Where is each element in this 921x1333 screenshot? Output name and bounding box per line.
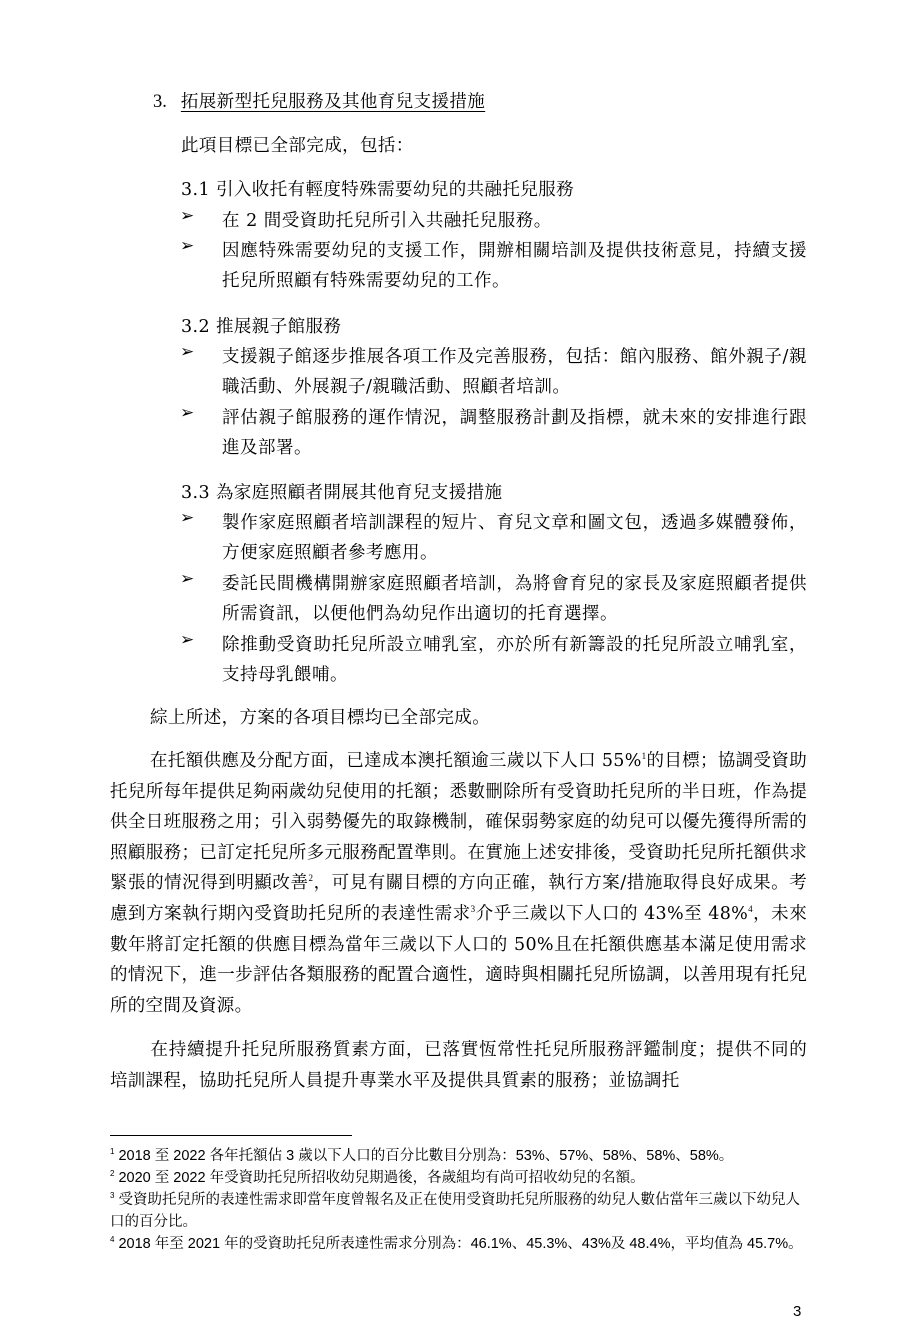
arrow-bullet-icon: ➢ (180, 236, 195, 256)
bullet-text: 因應特殊需要幼兒的支援工作，開辦相關培訓及提供技術意見，持續支援托兒所照顧有特殊需要幼兒的工作。 (222, 241, 807, 291)
footnote-divider (110, 1135, 352, 1136)
arrow-bullet-icon: ➢ (180, 508, 195, 528)
arrow-bullet-icon: ➢ (180, 403, 195, 423)
footnote-ref: 3 (470, 904, 476, 915)
subsection-heading-3-3: 3.3 為家庭照顧者開展其他育兒支援措施 (181, 483, 503, 503)
bullet-text: 在 2 間受資助托兒所引入共融托兒服務。 (222, 211, 552, 231)
bullet-text: 委託民間機構開辦家庭照顧者培訓，為將會育兒的家長及家庭照顧者提供所需資訊，以便他們為幼兒作出適切的托育選擇。 (222, 574, 807, 624)
footnote-4: $^4$ 2018 年至 2021 年的受資助托兒所表達性需求分別為：46.1%、45.3%、43%及 48.4%，平均值為 45.7%。 (110, 1235, 803, 1252)
bullet-text: 製作家庭照顧者培訓課程的短片、育兒文章和圖文包，透過多媒體發佈，方便家庭照顧者參考應用。 (222, 513, 807, 563)
paragraph-service-quality: 在持續提升托兒所服務質素方面，已落實恆常性托兒所服務評鑑制度；提供不同的培訓課程，協助托兒所人員提升專業水平及提供具質素的服務；並協調托 (110, 1040, 807, 1091)
arrow-bullet-icon: ➢ (180, 342, 195, 362)
footnote-ref: 1 (641, 751, 647, 762)
footnote-3: $^3$ 受資助托兒所的表達性需求即當年度曾報名及正在使用受資助托兒所服務的幼兒人數佔當年三歲以下幼兒人口的百分比。 (110, 1191, 800, 1230)
subsection-heading-3-2: 3.2 推展親子館服務 (181, 317, 342, 337)
paragraph-quota-supply: 在托額供應及分配方面，已達成本澳托額逾三歲以下人口 55%$^1$的目標；協調受資助托兒所每年提供足夠兩歲幼兒使用的托額；悉數刪除所有受資助托兒所的半日班，作為提供全日班服務之用；引入弱勢優先的取錄機制，確保弱勢家庭的幼兒可以優先獲得所需的照顧服務；已訂定托兒所多元服務配置準則。在實施上述安排後，受資助托兒所托額供求緊張的情況得到明顯改善$^2$，可見有關目標的方向正確，執行方案/措施取得良好成果。考慮到方案執行期內受資助托兒所的表達性需求$^3$介乎三歲以下人口的 43%至 48%$^4$，未來數年將訂定托額的供應目標為當年三歲以下人口的 50%且在托額供應基本滿足使用需求的情況下，進一步評估各類服務的配置合適性，適時與相關托兒所協調，以善用現有托兒所的空間及資源。 (110, 751, 807, 1016)
arrow-bullet-icon: ➢ (180, 206, 195, 226)
arrow-bullet-icon: ➢ (180, 630, 195, 650)
bullet-text: 支援親子館逐步推展各項工作及完善服務，包括：館內服務、館外親子/親職活動、外展親子/親職活動、照顧者培訓。 (222, 347, 807, 397)
page-number: 3 (793, 1303, 802, 1320)
subsection-heading-3-1: 3.1 引入收托有輕度特殊需要幼兒的共融托兒服務 (181, 180, 574, 200)
section-number: 3. (153, 92, 167, 112)
section-intro: 此項目標已全部完成，包括： (181, 136, 414, 156)
bullet-text: 除推動受資助托兒所設立哺乳室，亦於所有新籌設的托兒所設立哺乳室，支持母乳餵哺。 (222, 635, 807, 685)
arrow-bullet-icon: ➢ (180, 569, 195, 589)
footnote-ref: 2 (308, 873, 314, 884)
bullet-text: 評估親子館服務的運作情況，調整服務計劃及指標，就未來的安排進行跟進及部署。 (222, 408, 807, 458)
summary-line: 綜上所述，方案的各項目標均已全部完成。 (150, 708, 491, 728)
footnote-ref: 4 (748, 904, 753, 915)
section-heading (153, 88, 485, 113)
footnote-1: $^1$ 2018 至 2022 各年托額佔 3 歲以下人口的百分比數目分別為：53%、57%、58%、58%、58%。 (110, 1147, 734, 1164)
footnote-2: $^2$ 2020 至 2022 年受資助托兒所招收幼兒期過後，各歲組均有尚可招收幼兒的名額。 (110, 1169, 645, 1186)
section-title: 拓展新型托兒服務及其他育兒支援措施 (180, 92, 486, 112)
